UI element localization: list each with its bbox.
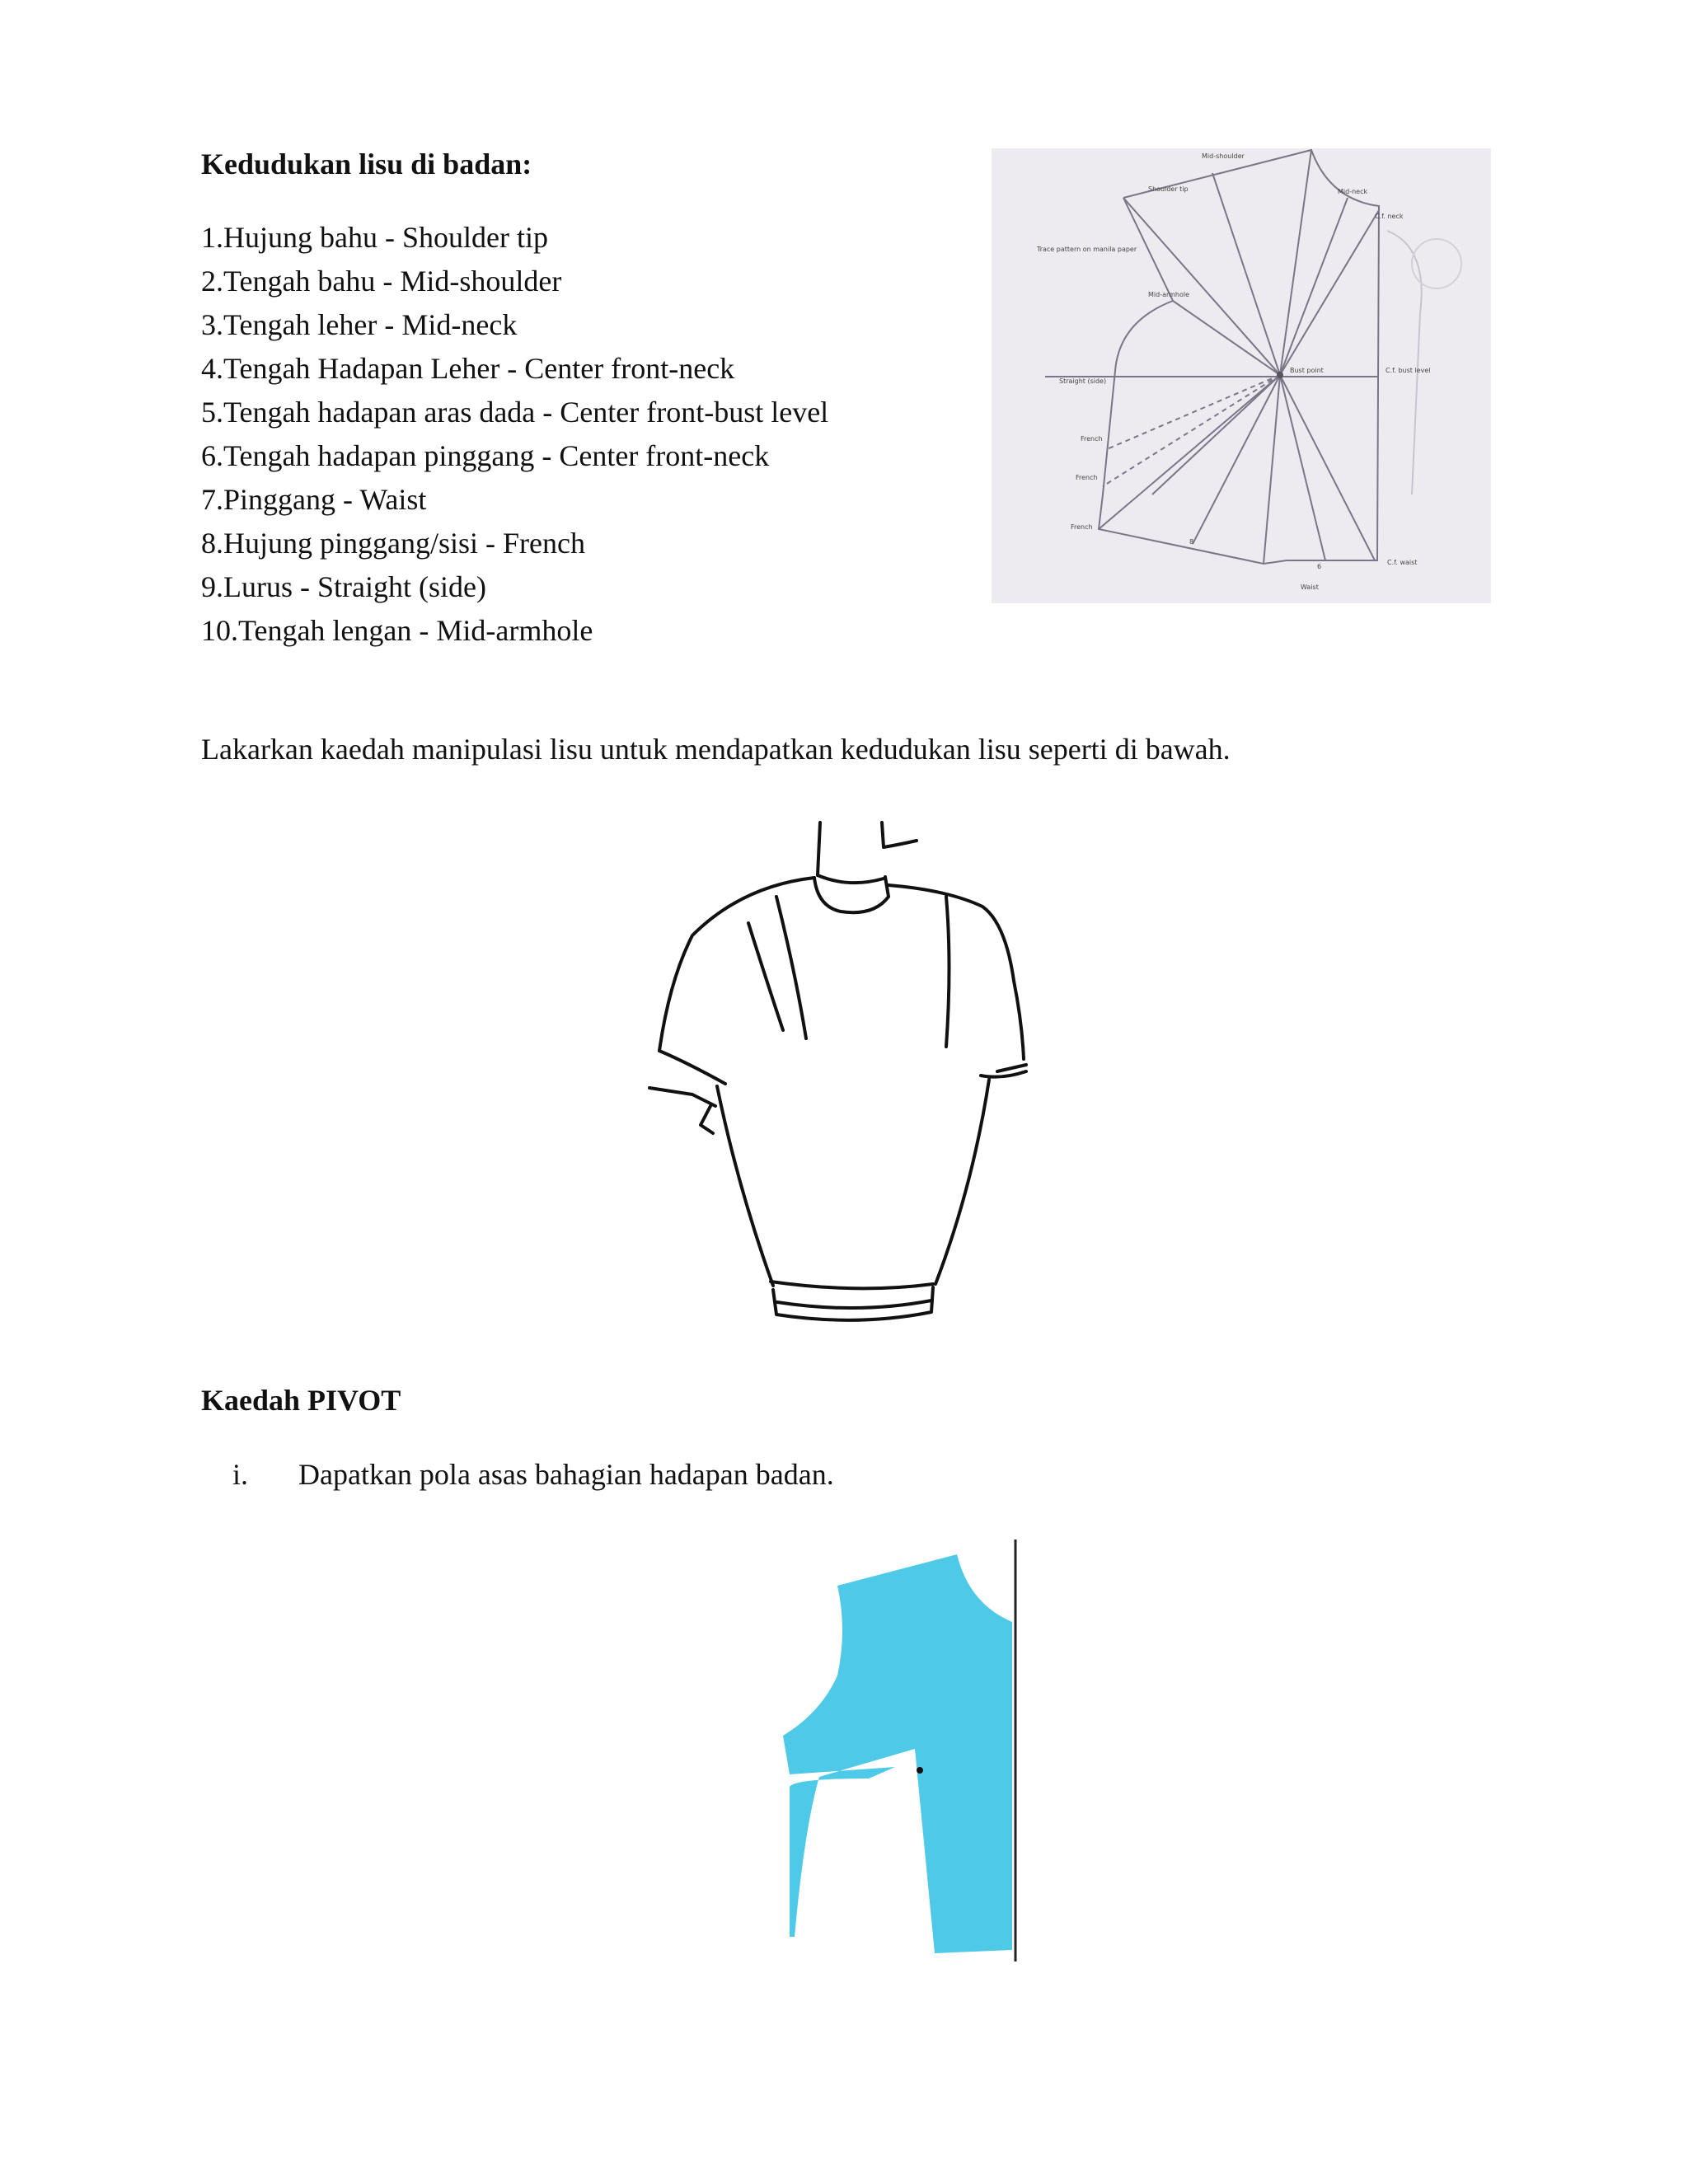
label-french-2: French [1076,474,1098,481]
list-item: 2.Tengah bahu - Mid-shoulder [201,265,562,298]
list-item: 7.Pinggang - Waist [201,483,427,516]
label-french-3: French [1071,523,1093,531]
bodice-pattern-image [771,1540,1019,1961]
label-mid-neck: Mid-neck [1338,188,1368,195]
list-item: 4.Tengah Hadapan Leher - Center front-neck [201,352,735,385]
list-item: 8.Hujung pinggang/sisi - French [201,527,585,560]
step-marker: i. [232,1458,249,1491]
dart-position-diagram [992,148,1491,603]
label-6: 6 [1317,563,1322,570]
label-cf-waist: C.f. waist [1387,559,1418,566]
step-text: Dapatkan pola asas bahagian hadapan badan. [298,1458,834,1491]
blouse-sketch [626,799,1060,1345]
label-shoulder-tip: Shoulder tip [1148,185,1189,193]
label-mid-armhole: Mid-armhole [1148,291,1190,298]
label-cf-bust-level: C.f. bust level [1386,367,1431,374]
label-bust-point: Bust point [1290,367,1324,374]
list-item: 10.Tengah lengan - Mid-armhole [201,614,593,647]
label-straight-side: Straight (side) [1059,377,1107,385]
list-item: 9.Lurus - Straight (side) [201,570,486,603]
label-8: 8 [1189,538,1194,546]
label-cf-neck: C.f. neck [1375,213,1404,220]
list-item: 1.Hujung bahu - Shoulder tip [201,221,548,254]
label-french-1: French [1081,435,1103,443]
label-trace-note: Trace pattern on manila paper [1037,246,1137,253]
section-heading: Kaedah PIVOT [201,1384,401,1417]
list-item: 3.Tengah leher - Mid-neck [201,308,518,341]
list-item: 6.Tengah hadapan pinggang - Center front-neck [201,439,770,472]
section-heading: Kedudukan lisu di badan: [201,148,532,180]
instruction-text: Lakarkan kaedah manipulasi lisu untuk mendapatkan kedudukan lisu seperti di bawah. [201,733,1231,766]
label-waist: Waist [1301,583,1319,591]
list-item: 5.Tengah hadapan aras dada - Center front-bust level [201,396,829,429]
label-mid-shoulder: Mid-shoulder [1202,152,1245,160]
